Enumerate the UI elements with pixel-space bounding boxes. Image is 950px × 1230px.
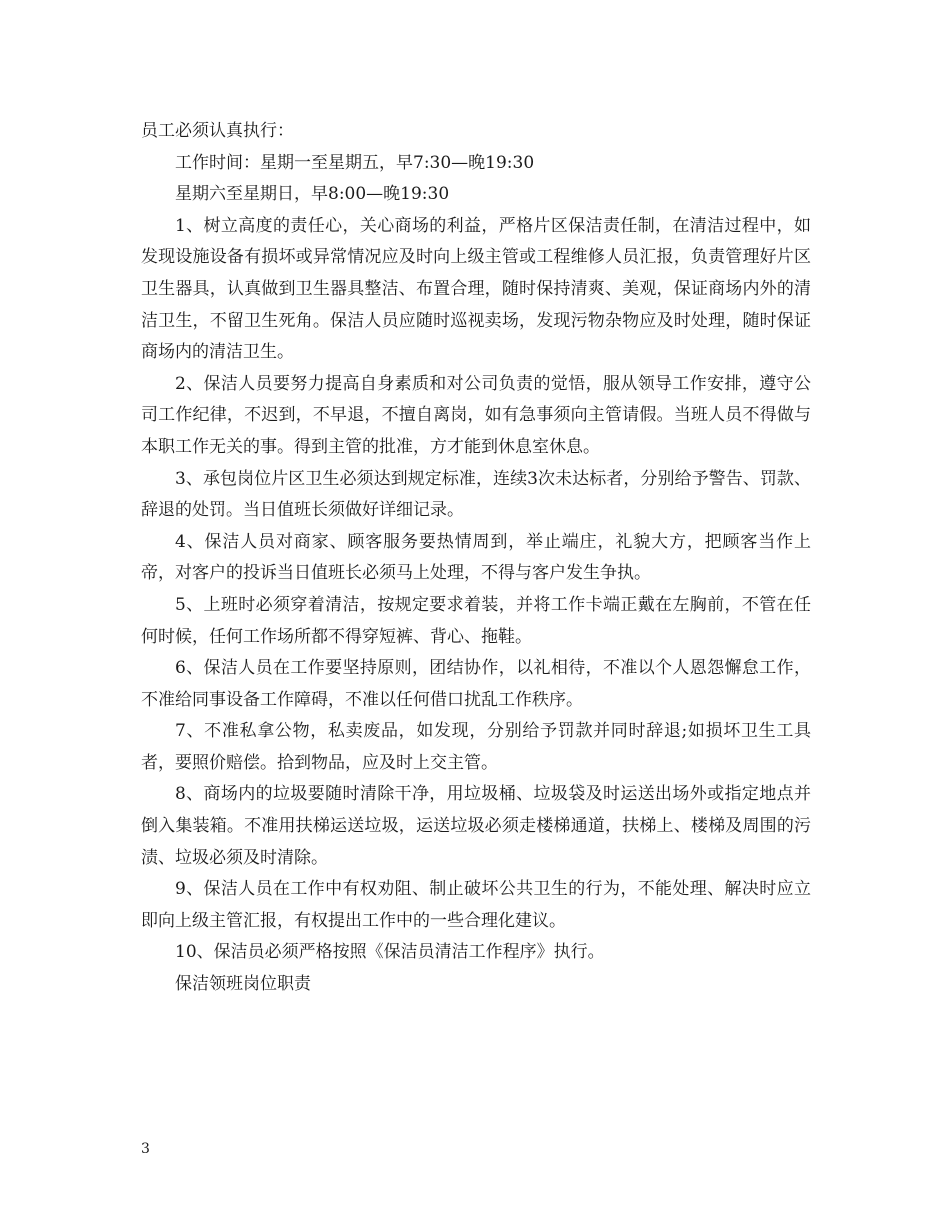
rule-paragraph-10: 10、保洁员必须严格按照《保洁员清洁工作程序》执行。	[175, 942, 605, 963]
rule-paragraph-2: 2、保洁人员要努力提高自身素质和对公司负责的觉悟，服从领导工作安排，遵守公司工作纪律，不迟到，不早退，不擅自离岗，如有急事须向主管请假。当班人员不得做与本职工作无关的事。得到主管的批准，方才能到休息室休息。	[141, 373, 811, 457]
rule-paragraph-3: 3、承包岗位片区卫生必须达到规定标准，连续3次未达标者，分别给予警告、罚款、辞退的处罚。当日值班长须做好详细记录。	[141, 468, 811, 521]
rule-paragraph-6: 6、保洁人员在工作要坚持原则，团结协作，以礼相待，不准以个人恩怨懈怠工作，不准给同事设备工作障碍，不准以任何借口扰乱工作秩序。	[141, 658, 811, 710]
section-heading: 保洁领班岗位职责	[175, 974, 311, 995]
work-hours-weekend: 星期六至星期日，早8:00—晚19:30	[175, 184, 450, 205]
rule-paragraph-4: 4、保洁人员对商家、顾客服务要热情周到，举止端庄，礼貌大方，把顾客当作上帝，对客户的投诉当日值班长必须马上处理，不得与客户发生争执。	[141, 531, 811, 584]
rule-paragraph-5: 5、上班时必须穿着清洁，按规定要求着装，并将工作卡端正戴在左胸前，不管在任何时候，任何工作场所都不得穿短裤、背心、拖鞋。	[141, 594, 811, 647]
intro-paragraph: 员工必须认真执行：	[141, 121, 294, 141]
document-body	[141, 116, 811, 1001]
page-number: 3	[141, 1141, 150, 1157]
rule-paragraph-1: 1、树立高度的责任心，关心商场的利益，严格片区保洁责任制，在清洁过程中，如发现设施设备有损坏或异常情况应及时向上级主管或工程维修人员汇报，负责管理好片区卫生器具，认真做到卫生器具整洁、布置合理，随时保持清爽、美观，保证商场内外的清洁卫生，不留卫生死角。保洁人员应随时巡视卖场，发现污物杂物应及时处理，随时保证商场内的清洁卫生。	[141, 215, 811, 363]
rule-paragraph-7: 7、不准私拿公物，私卖废品，如发现，分别给予罚款并同时辞退;如损坏卫生工具者，要照价赔偿。拾到物品，应及时上交主管。	[141, 721, 811, 773]
work-hours-weekday: 工作时间：星期一至星期五，早7:30—晚19:30	[175, 152, 535, 173]
rule-paragraph-9: 9、保洁人员在工作中有权劝阻、制止破坏公共卫生的行为，不能处理、解决时应立即向上级主管汇报，有权提出工作中的一些合理化建议。	[141, 879, 811, 931]
rule-paragraph-8: 8、商场内的垃圾要随时清除干净，用垃圾桶、垃圾袋及时运送出场外或指定地点并倒入集装箱。不准用扶梯运送垃圾，运送垃圾必须走楼梯通道，扶梯上、楼梯及周围的污渍、垃圾必须及时清除。	[141, 784, 811, 868]
